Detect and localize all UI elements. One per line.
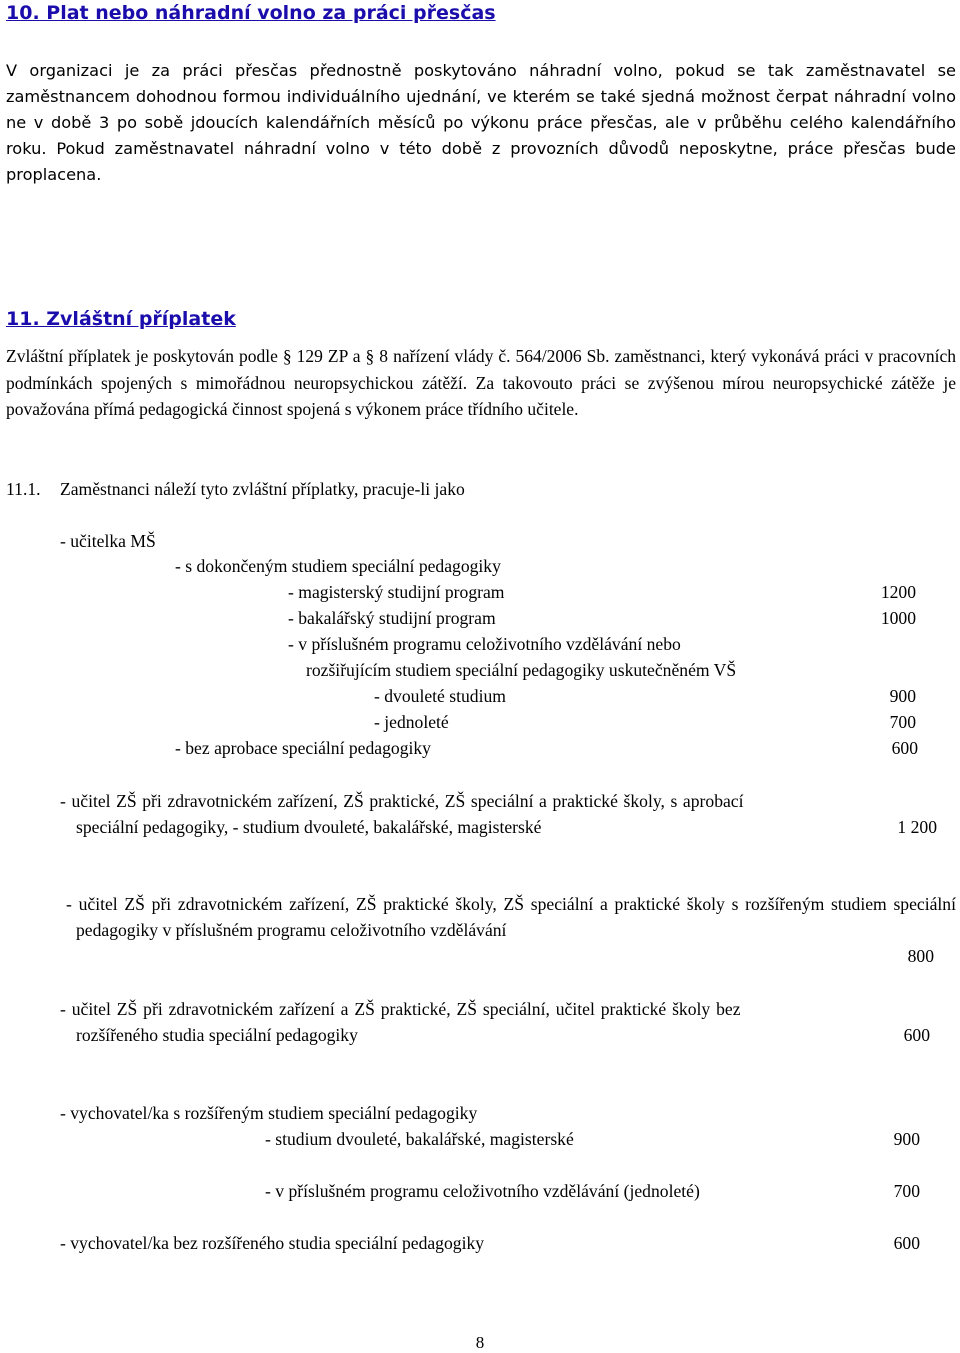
list-item-ucitel-1-line-1 bbox=[60, 788, 956, 814]
list-item-v-prislusnem: - v příslušném programu celoživotního vzdělávání nebo bbox=[288, 634, 681, 654]
value-ucitel-3: 600 bbox=[903, 1025, 930, 1045]
subsection-text: Zaměstnanci náleží tyto zvláštní příplatky, pracuje-li jako bbox=[60, 479, 465, 499]
list-item-vychovatel-2: - vychovatel/ka bez rozšířeného studia speciální pedagogiky bbox=[60, 1233, 485, 1253]
section-10-paragraph: V organizaci je za práci přesčas přednostně poskytováno náhradní volno, pokud se tak zaměstnavatel se zaměstnancem dohodnou formou individuálního ujednání, ve kterém se také sjedná možnost čerpat náhradní volno ne v době 3 po sobě jdoucích kalendářních měsíců po výkonu práce přesčas, ale v průběhu celého kalendářního roku. Pokud zaměstnavatel náhradní volno v této době z provozních důvodů neposkytne, práce přesčas bude proplacena. bbox=[6, 61, 956, 184]
page-number: 8 bbox=[475, 1333, 485, 1352]
value-bakalarsky: 1000 bbox=[880, 608, 916, 628]
value-magistersky: 1200 bbox=[880, 582, 916, 602]
value-dvoulete: 900 bbox=[889, 686, 916, 706]
ucitel-1-line-1-text: - učitel ZŠ při zdravotnickém zařízení, ZŠ praktické, ZŠ speciální a praktické školy, s aprobací bbox=[60, 791, 744, 811]
list-item-rozsirujicim: rozšiřujícím studiem speciální pedagogiky uskutečněném VŠ bbox=[306, 660, 737, 680]
list-item-ucitel-1-line-2: speciální pedagogiky, - studium dvouleté, bakalářské, magisterské bbox=[76, 817, 542, 837]
value-vychovatel-2: 600 bbox=[893, 1233, 920, 1253]
list-item-vychovatel-1: - vychovatel/ka s rozšířeným studiem speciální pedagogiky bbox=[60, 1103, 478, 1123]
list-item-ucitel-2: - učitel ZŠ při zdravotnickém zařízení, ZŠ praktické školy, ZŠ speciální a praktické školy s rozšířeným studiem speciální pedagogiky v příslušném programu celoživotního vzdělávání bbox=[66, 894, 956, 940]
section-11-heading: 11. Zvláštní příplatek bbox=[6, 308, 236, 330]
list-item-dvoulete: - dvouleté studium bbox=[374, 686, 506, 706]
list-item-bakalarsky: - bakalářský studijní program bbox=[288, 608, 496, 628]
subsection-number: 11.1. bbox=[6, 479, 41, 499]
section-10-heading: 10. Plat nebo náhradní volno za práci přesčas bbox=[6, 2, 496, 24]
list-item-ucitel-3-line-2: rozšířeného studia speciální pedagogiky bbox=[76, 1025, 358, 1045]
value-ucitel-2: 800 bbox=[907, 946, 934, 966]
list-item-bez-aprobace: - bez aprobace speciální pedagogiky bbox=[175, 738, 431, 758]
list-item-vychovatel-1-b: - v příslušném programu celoživotního vzdělávání (jednoleté) bbox=[265, 1181, 700, 1201]
value-vychovatel-1-b: 700 bbox=[893, 1181, 920, 1201]
list-item-s-dokoncenym: - s dokončeným studiem speciální pedagogiky bbox=[175, 556, 501, 576]
value-jednolete: 700 bbox=[889, 712, 916, 732]
list-item-jednolete: - jednoleté bbox=[374, 712, 449, 732]
value-ucitel-1: 1 200 bbox=[897, 817, 937, 837]
ucitel-3-line-1-text: - učitel ZŠ při zdravotnickém zařízení a ZŠ praktické, ZŠ speciální, učitel praktické školy bez bbox=[60, 999, 741, 1019]
list-item-ucitel-3-line-1 bbox=[60, 996, 956, 1022]
value-vychovatel-1-a: 900 bbox=[893, 1129, 920, 1149]
value-bez-aprobace: 600 bbox=[891, 738, 918, 758]
list-item-magistersky: - magisterský studijní program bbox=[288, 582, 505, 602]
list-item-ucitelka-ms: - učitelka MŠ bbox=[60, 531, 156, 551]
list-item-vychovatel-1-a: - studium dvouleté, bakalářské, magisterské bbox=[265, 1129, 574, 1149]
section-11-paragraph: Zvláštní příplatek je poskytován podle § 129 ZP a § 8 nařízení vlády č. 564/2006 Sb. zaměstnanci, který vykonává práci v pracovních podmínkách spojených s mimořádnou neuropsychickou zátěží. Za takovouto práci se zvýšenou mírou neuropsychické zátěže je považována přímá pedagogická činnost spojená s výkonem práce třídního učitele. bbox=[6, 346, 956, 419]
